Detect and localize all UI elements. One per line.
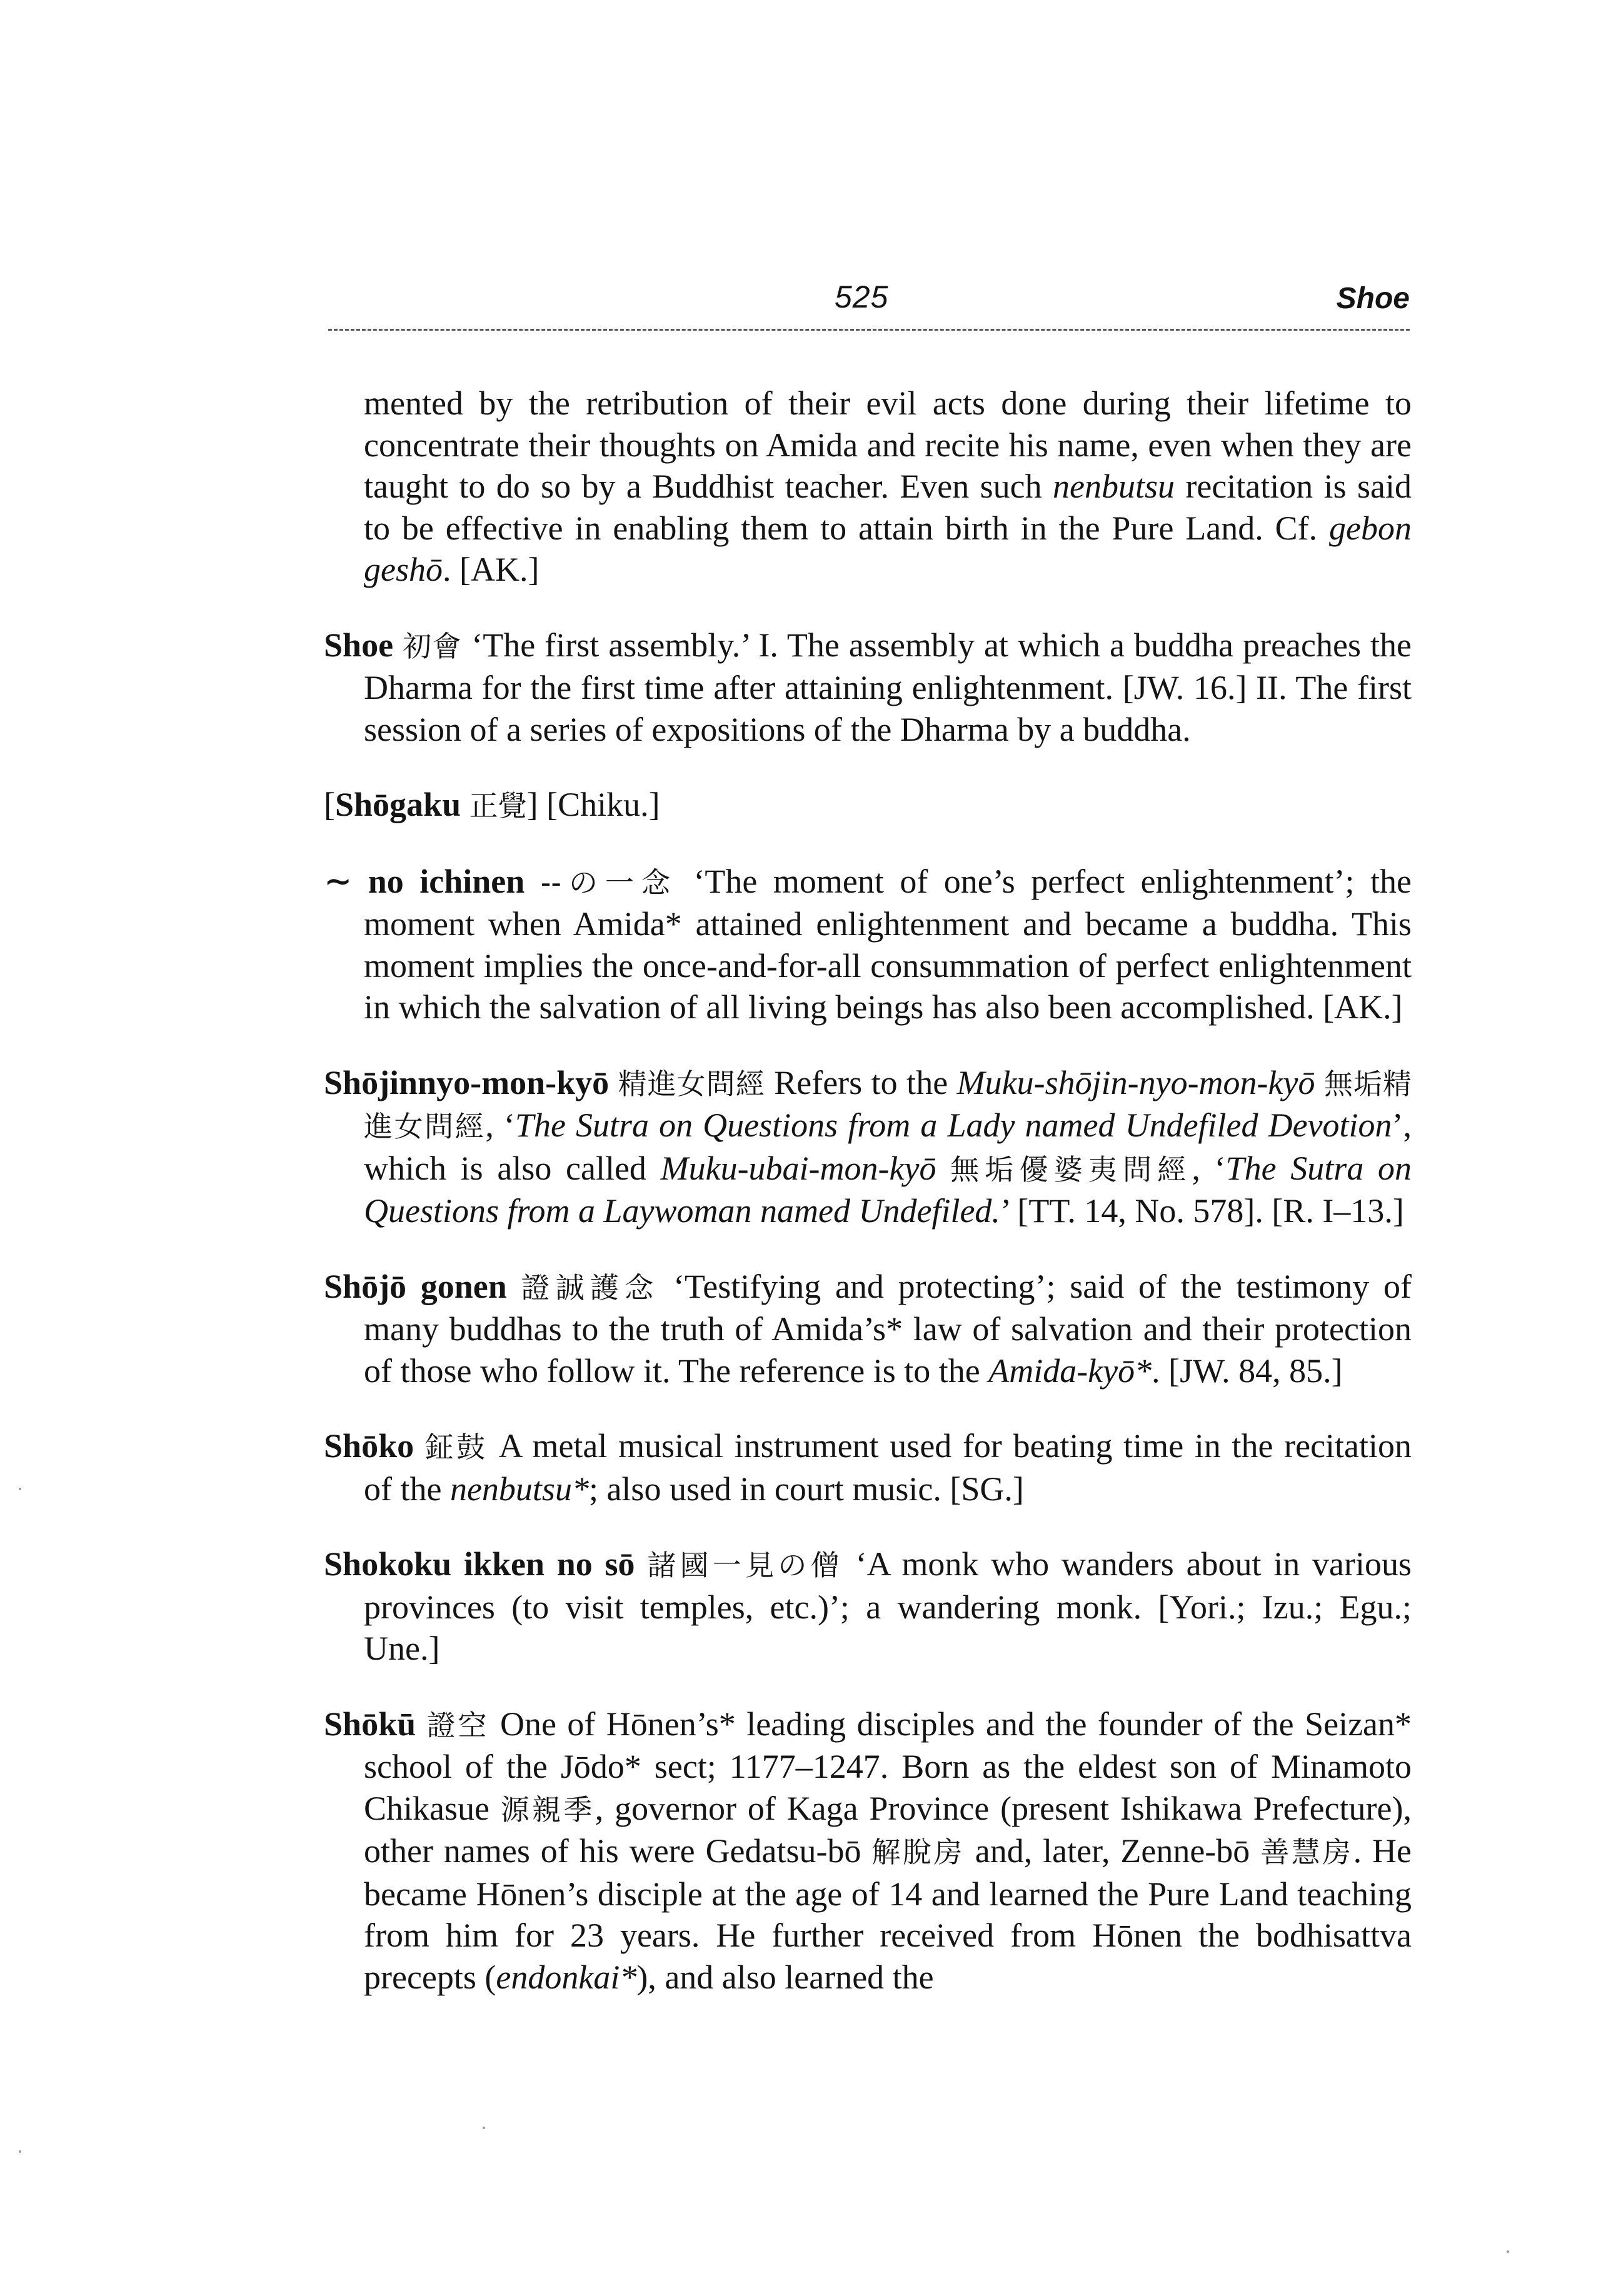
italic-term: Muku-ubai-mon-kyō: [660, 1149, 936, 1187]
text-segment: ‘Testifying and protecting’; said of the testimony of many buddhas to the truth of Amida’s* law of salvation and their protection of those who follow it. The reference is to the: [364, 1267, 1412, 1390]
text-segment: ’, which is also called: [364, 1106, 1412, 1187]
kanji: 證誠護念: [521, 1270, 660, 1305]
entry-shoko: [324, 1425, 1412, 1510]
text-segment: . He became Hōnen’s disciple at the age of 14 and learned the Pure Land teaching from him for 23 years. He further received from Hōnen the bodhisattva precepts (: [364, 1832, 1412, 1996]
kanji: 正覺: [469, 789, 527, 823]
entry-shogaku: [324, 784, 1412, 827]
headword: Shoe: [324, 626, 394, 664]
text-segment: ’ [TT. 14, No. 578]. [R. I–13.]: [1000, 1192, 1404, 1230]
headword: Shokoku ikken no sō: [324, 1545, 635, 1583]
entry-shojinnyo: [324, 1062, 1412, 1232]
entry-shoe: [324, 624, 1412, 751]
kanji: 善慧房: [1260, 1835, 1353, 1869]
headword: Shōko: [324, 1427, 414, 1465]
kanji: 初會: [403, 629, 463, 663]
text-segment: . [AK.]: [442, 551, 540, 588]
kanji: 源親季: [500, 1792, 595, 1827]
kanji: 證空: [426, 1708, 489, 1742]
kanji: 精進女問經: [618, 1066, 765, 1101]
text-segment: A metal musical instrument used for beating time in the recitation of the: [364, 1427, 1412, 1508]
italic-term: endonkai*: [496, 1958, 637, 1996]
header-rule: [328, 329, 1410, 331]
text-segment: , ‘: [1192, 1149, 1226, 1187]
kanji: --の一念: [540, 865, 678, 900]
italic-term: Muku-shōjin-nyo-mon-kyō: [956, 1063, 1315, 1101]
text-segment: mented by the retribution of their evil acts done during their lifetime to concentrate their thoughts on Amida and recite his name, even when they are taught to do so by a Buddhist teacher. Even such: [364, 384, 1412, 505]
text-segment: recitation is said to be effective in enabling them to attain birth in the Pure Land. Cf.: [364, 468, 1412, 547]
italic-title: The Sutra on Questions from a Laywoman named Undefiled.: [364, 1149, 1412, 1230]
kanji: 解脫房: [871, 1835, 965, 1869]
text-segment: Refers to the: [765, 1063, 957, 1101]
scan-speck: [483, 2127, 485, 2129]
scan-speck: [19, 2150, 21, 2153]
headword: Shōjinnyo-mon-kyō: [324, 1063, 610, 1101]
definition: ‘The first assembly.’ I. The assembly at which a buddha preaches the Dharma for the first time after attaining enlightenment. [JW. 16.] II. The first session of a series of expositions of the Dharma by a buddha.: [364, 626, 1412, 748]
italic-title: The Sutra on Questions from a Lady named Undefiled Devotion: [514, 1106, 1392, 1144]
dictionary-entries: [324, 349, 1412, 2005]
headword: ∼ no ichinen: [324, 862, 525, 900]
italic-term: nenbutsu: [1053, 468, 1175, 505]
definition: ] [Chiku.]: [526, 786, 660, 823]
italic-term: gebon geshō: [364, 509, 1412, 588]
scan-speck: [1507, 2250, 1509, 2253]
italic-term: nenbutsu*: [449, 1470, 589, 1508]
scan-speck: [19, 1488, 21, 1490]
definition: ‘A monk who wanders about in various provinces (to visit temples, etc.)’; a wandering monk. [Yori.; Izu.; Egu.; Une.]: [364, 1545, 1412, 1667]
running-head: Shoe: [1336, 282, 1410, 315]
entry-shojo-gonen: [324, 1266, 1412, 1392]
headword: Shōgaku: [334, 786, 461, 823]
text-segment: and, later, Zenne-bō: [964, 1832, 1261, 1870]
italic-term: Amida-kyō*: [988, 1351, 1152, 1390]
definition: ‘The moment of one’s perfect enlightenment’; the moment when Amida* attained enlightenment and became a buddha. This moment implies the once-and-for-all consummation of perfect enlightenment in which the salvation of all living beings has also been accomplished. [AK.]: [364, 862, 1412, 1026]
bracket: [: [324, 786, 335, 823]
text-segment: , governor of Kaga Province (present Ishikawa Prefecture), other names of his were Gedatsu-bō: [364, 1789, 1412, 1870]
continued-entry-text: [324, 383, 1412, 591]
kanji: 諸國一見の僧: [647, 1548, 843, 1582]
text-segment: ), and also learned the: [636, 1958, 934, 1996]
page-number: 525: [835, 279, 889, 314]
headword: Shōkū: [324, 1705, 416, 1743]
entry-shoku: [324, 1703, 1412, 1998]
page-header: [328, 279, 1410, 329]
text-segment: . [JW. 84, 85.]: [1152, 1351, 1343, 1390]
text-segment: , ‘: [485, 1106, 515, 1144]
text-segment: ; also used in court music. [SG.]: [588, 1470, 1024, 1508]
kanji: 鉦鼓: [424, 1430, 488, 1464]
headword: Shōjō gonen: [324, 1267, 507, 1305]
kanji: 無垢精進女問經: [364, 1066, 1412, 1143]
kanji: 無垢優婆夷問經: [950, 1152, 1192, 1186]
entry-shokoku: [324, 1543, 1412, 1670]
entry-ichinen: [324, 861, 1412, 1028]
text-segment: One of Hōnen’s* leading disciples and the founder of the Seizan* school of the Jōdo* sect; 1177–1247. Born as the eldest son of Minamoto Chikasue: [364, 1705, 1412, 1827]
